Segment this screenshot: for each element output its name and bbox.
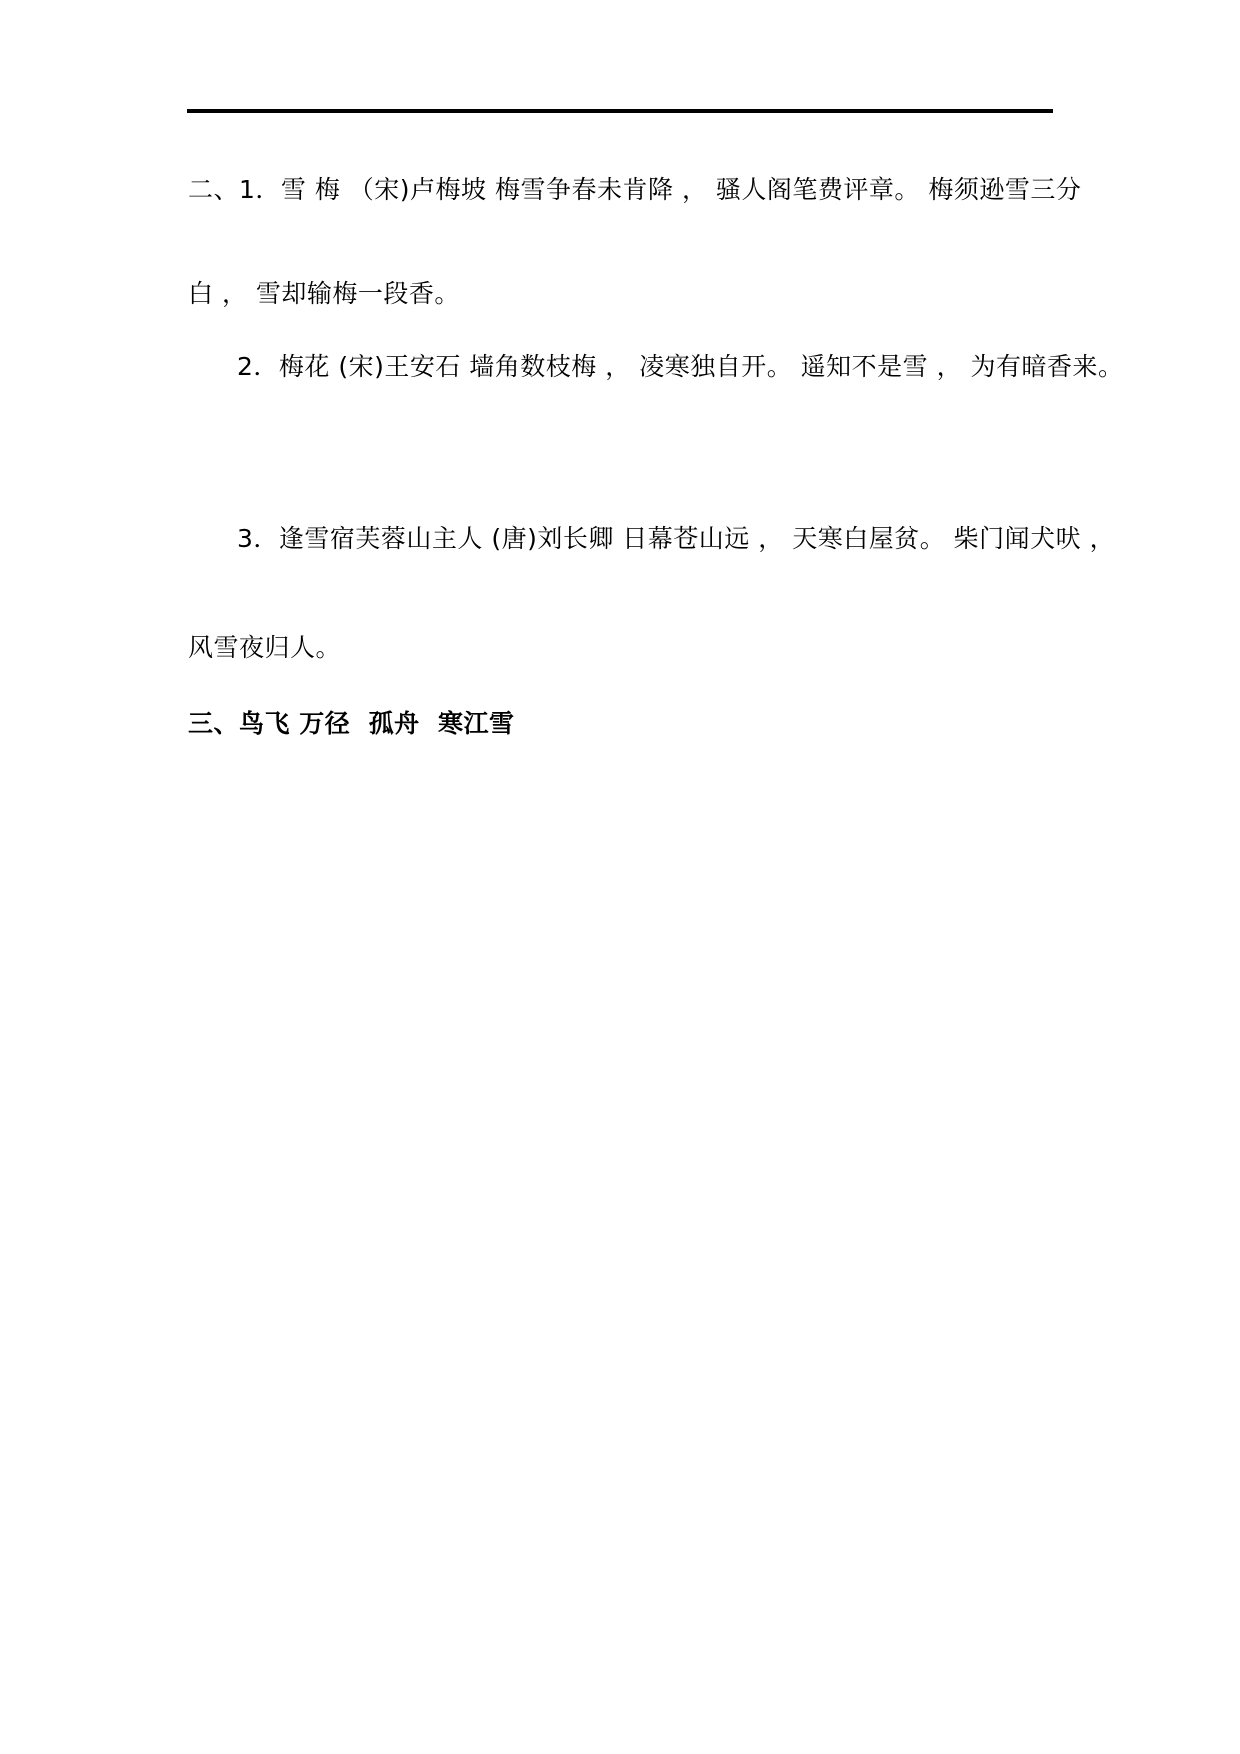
line-section-two-poem-meihua: 2．梅花 (宋)王安石 墙角数枝梅 ， 凌寒独自开。 遥知不是雪 ， 为有暗香来。 xyxy=(237,352,1124,381)
line-section-two-poem-fengxue-1: 3．逢雪宿芙蓉山主人 (唐)刘长卿 日幕苍山远 ， 天寒白屋贫。 柴门闻犬吠 ， xyxy=(237,524,1116,553)
header-divider-rule xyxy=(187,109,1053,113)
line-section-two-poem-xuemei-1: 二、1．雪 梅 （宋)卢梅坡 梅雪争春未肯降 ， 骚人阁笔费评章。 梅须逊雪三分 xyxy=(188,175,1082,204)
line-section-two-poem-xuemei-2: 白 ， 雪却输梅一段香。 xyxy=(188,279,460,308)
line-section-two-poem-fengxue-2: 风雪夜归人。 xyxy=(188,633,342,662)
line-section-three-answers: 三、鸟飞 万径 孤舟 寒江雪 xyxy=(188,709,515,738)
